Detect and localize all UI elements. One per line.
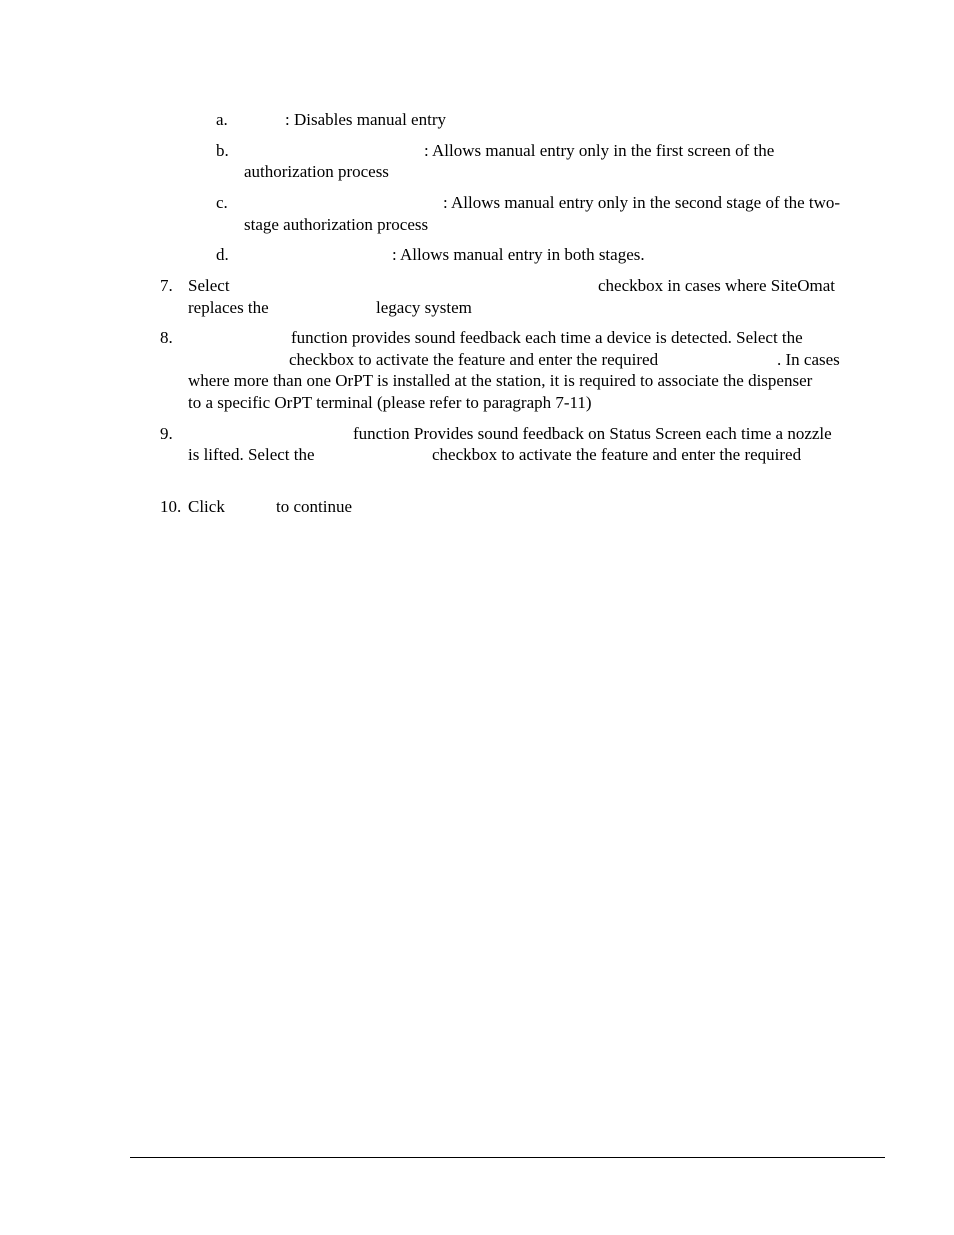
subitem-b-marker: b. — [216, 141, 229, 160]
item-7-marker: 7. — [160, 276, 173, 295]
subitem-c-text-cont: stage authorization process — [244, 215, 429, 234]
item-10-text: Click — [188, 497, 225, 516]
item-8-text: . In cases — [777, 350, 840, 369]
item-9-text: checkbox to activate the feature and enter the required — [432, 445, 802, 464]
item-10-marker: 10. — [160, 497, 182, 516]
item-7-text: legacy system — [376, 298, 472, 317]
item-8-marker: 8. — [160, 328, 173, 347]
item-7-text: replaces the — [188, 298, 269, 317]
item-7-text: checkbox in cases where SiteOmat — [598, 276, 835, 295]
item-8-text: checkbox to activate the feature and enter the required — [289, 350, 659, 369]
item-10-text: to continue — [276, 497, 353, 516]
item-9-text: is lifted. Select the — [188, 445, 315, 464]
footer-divider — [130, 1157, 885, 1158]
item-9-text: function Provides sound feedback on Status Screen each time a nozzle — [353, 424, 832, 443]
item-9-marker: 9. — [160, 424, 173, 443]
item-7-text: Select — [188, 276, 230, 295]
subitem-d-marker: d. — [216, 245, 229, 264]
subitem-d-text: : Allows manual entry in both stages. — [392, 245, 645, 264]
subitem-a-marker: a. — [216, 110, 228, 129]
item-8-text: to a specific OrPT terminal (please refer to paragraph 7-11) — [188, 393, 592, 412]
subitem-b-text-cont: authorization process — [244, 162, 389, 181]
subitem-b-text: : Allows manual entry only in the first screen of the — [424, 141, 775, 160]
item-8-text: where more than one OrPT is installed at the station, it is required to associate the dispenser — [188, 371, 813, 390]
item-8-text: function provides sound feedback each time a device is detected. Select the — [291, 328, 803, 347]
subitem-a-text: : Disables manual entry — [285, 110, 446, 129]
subitem-c-text: : Allows manual entry only in the second stage of the two- — [443, 193, 841, 212]
subitem-c-marker: c. — [216, 193, 228, 212]
